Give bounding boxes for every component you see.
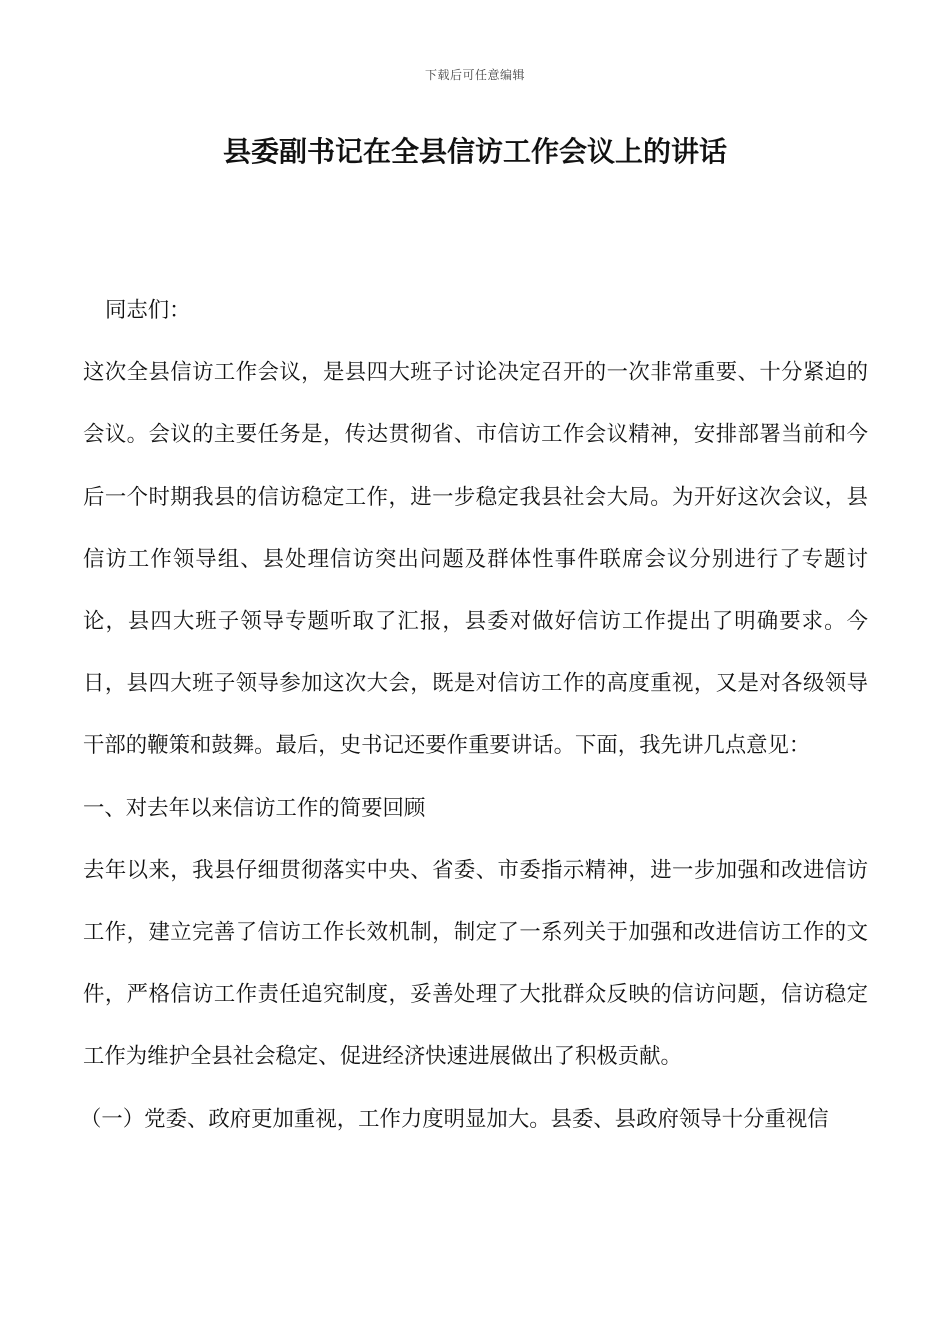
salutation: 同志们：: [105, 298, 191, 323]
subsection-paragraph: （一）党委、政府更加重视，工作力度明显加大。县委、县政府领导十分重视信: [80, 1106, 829, 1132]
document-title: 县委副书记在全县信访工作会议上的讲话: [222, 135, 727, 168]
section-paragraph: 去年以来，我县仔细贯彻落实中央、省委、市委指示精神，进一步加强和改进信访工作，建立完善了信访工作长效机制，制定了一系列关于加强和改进信访工作的文件，严格信访工作责任追究制度，妥善处理了大批群众反映的信访问题，信访稳定工作为维护全县社会稳定、促进经济快速进展做出了积极贡献。: [83, 857, 868, 1070]
section-heading: 一、对去年以来信访工作的简要回顾: [83, 795, 426, 821]
intro-paragraph: 这次全县信访工作会议，是县四大班子讨论决定召开的一次非常重要、十分紧迫的会议。会议的主要任务是，传达贯彻省、市信访工作会议精神，安排部署当前和今后一个时期我县的信访稳定工作，进一步稳定我县社会大局。为开好这次会议，县信访工作领导组、县处理信访突出问题及群体性事件联席会议分别进行了专题讨论，县四大班子领导专题听取了汇报，县委对做好信访工作提出了明确要求。今日，县四大班子领导参加这次大会，既是对信访工作的高度重视，又是对各级领导干部的鞭策和鼓舞。最后，史书记还要作重要讲话。下面，我先讲几点意见：: [83, 360, 868, 759]
document-body: [80, 280, 868, 1151]
header-note: 下载后可任意编辑: [424, 68, 525, 82]
